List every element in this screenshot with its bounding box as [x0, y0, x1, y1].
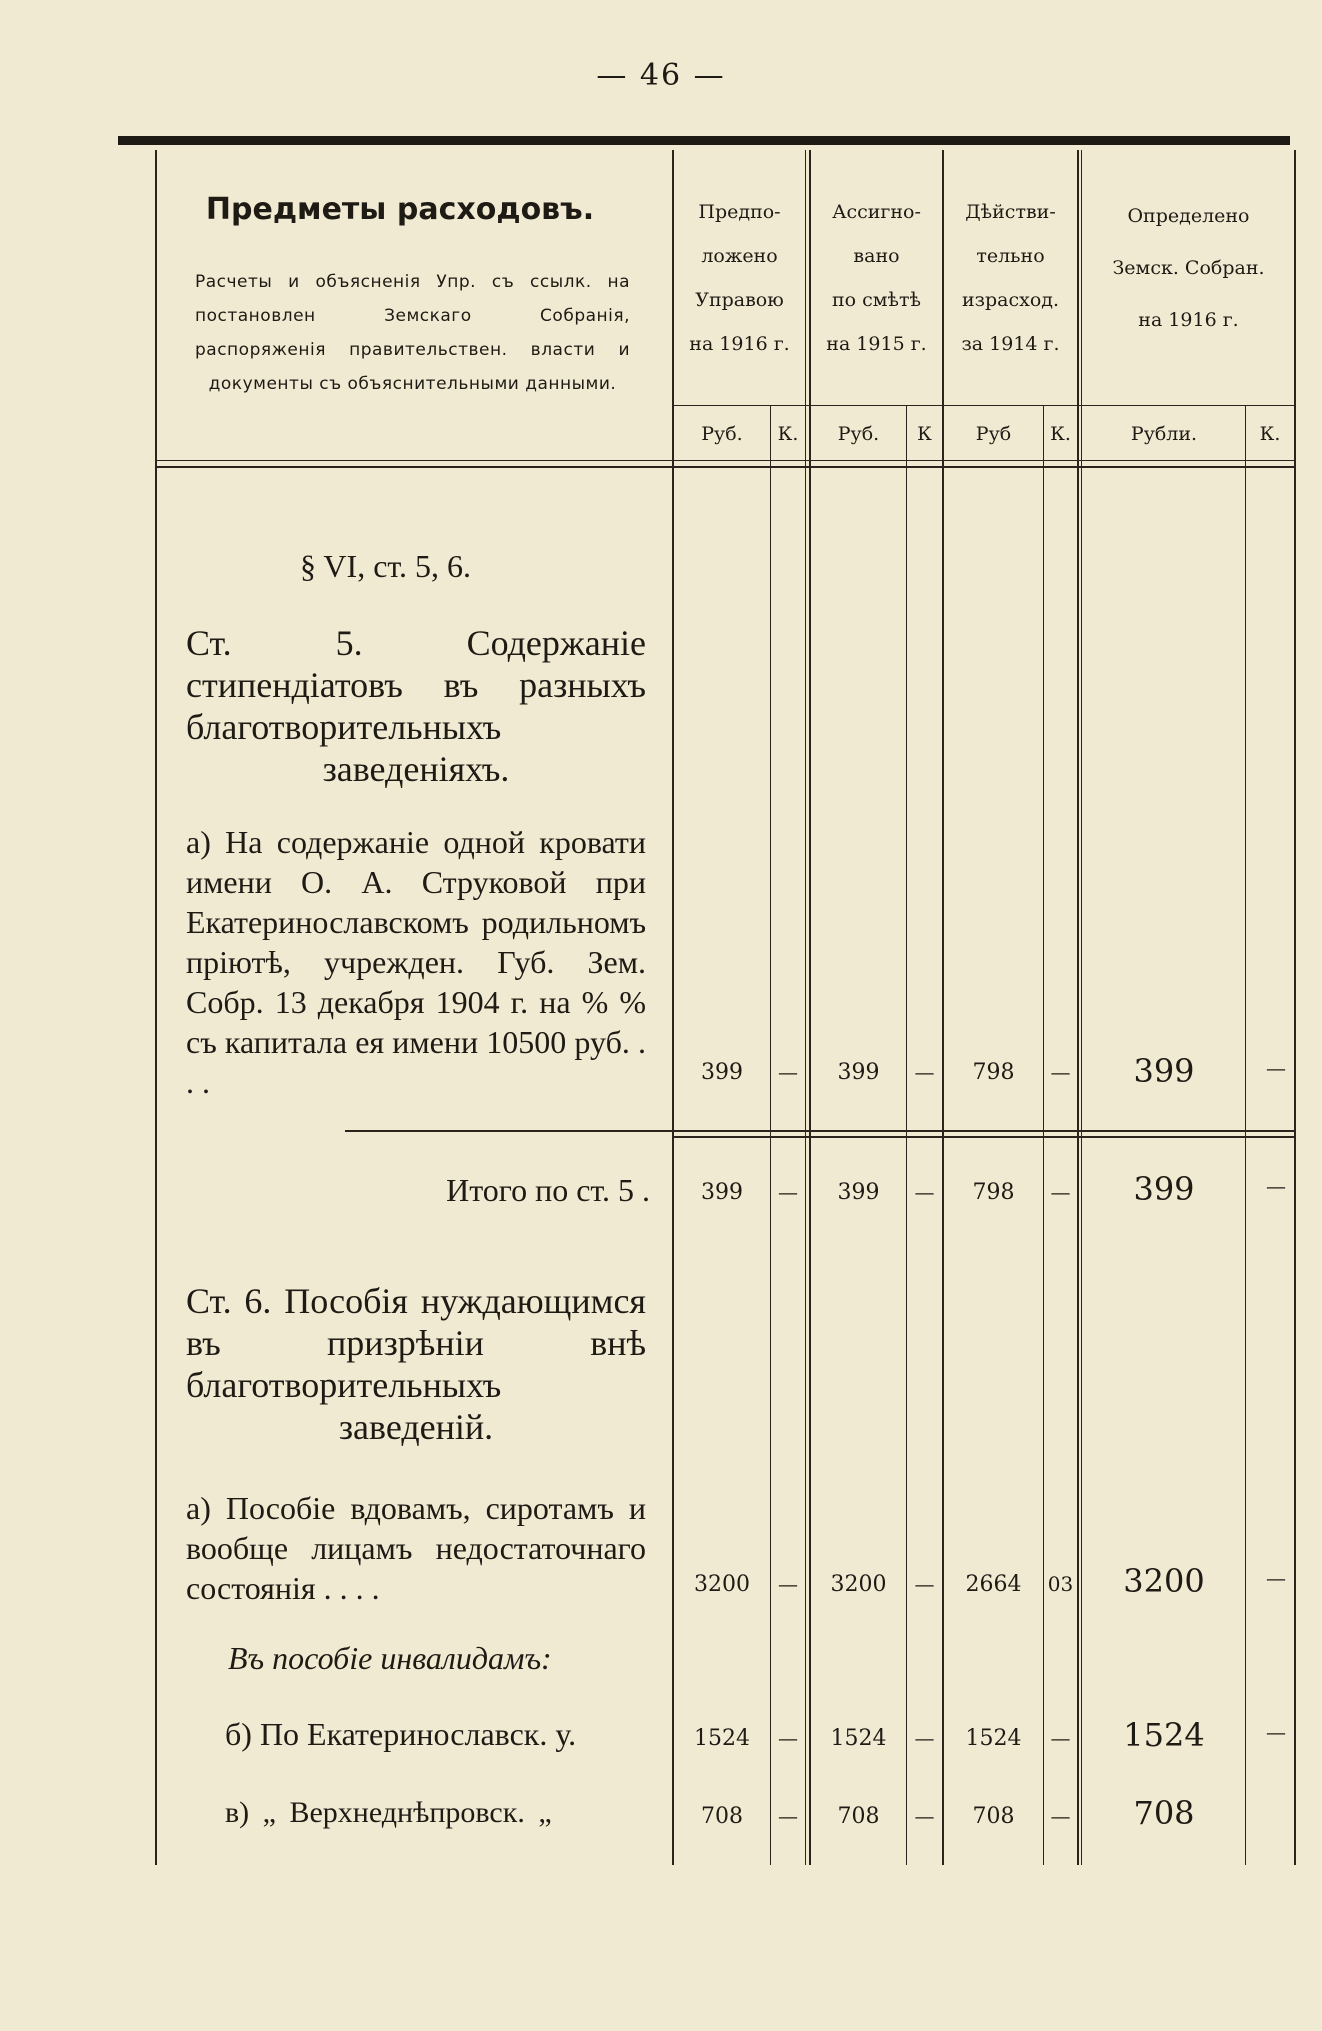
- total-assigned-kop: —: [914, 1180, 935, 1204]
- value-proposed-kop: —: [778, 1726, 798, 1750]
- unit-rubli-4: Рубли.: [1130, 423, 1198, 445]
- value-assigned: 1524: [830, 1726, 887, 1751]
- value-assigned-kop: —: [914, 1572, 935, 1596]
- value-assigned: 3200: [830, 1572, 887, 1597]
- invalids-heading: Въ пособіе инвалидамъ:: [228, 1640, 552, 1676]
- section-heading: § VI, ст. 5, 6.: [300, 548, 471, 584]
- total-proposed-kop: —: [778, 1180, 798, 1204]
- total-spent-kop: —: [1050, 1180, 1071, 1204]
- value-spent: 798: [972, 1060, 1015, 1085]
- total-spent: 798: [972, 1180, 1015, 1205]
- value-spent-kop: —: [1050, 1804, 1071, 1828]
- value-determined: 3200: [1123, 1562, 1205, 1600]
- total-assigned: 399: [837, 1180, 880, 1205]
- total-proposed: 399: [701, 1180, 743, 1205]
- unit-kop-1: К.: [777, 423, 799, 445]
- value-determined: 399: [1133, 1052, 1195, 1090]
- article-5-item-a: а) На содержаніе одной кровати имени О. А. Струковой при Екатеринославскомъ родильномъ пріютѣ, учрежден. Губ. Зем. Собр. 13 декабря 1904 г. на % % съ капитала ея имени 10500 руб. . . .: [186, 824, 646, 1100]
- article-6-item-b: б) По Екатеринославск. у.: [225, 1716, 577, 1752]
- article-6-item-v: в) „ Верхнеднѣпровск. „: [225, 1796, 552, 1829]
- value-proposed: 399: [701, 1060, 743, 1085]
- value-assigned: 708: [837, 1804, 880, 1829]
- unit-kop-2: К: [917, 423, 932, 445]
- column-header-spent: Дѣйстви- тельно израсход. за 1914 г.: [961, 201, 1060, 355]
- value-proposed: 1524: [694, 1726, 750, 1751]
- value-proposed: 708: [701, 1804, 743, 1829]
- column-header-determined: Определено Земск. Собран. на 1916 г.: [1112, 205, 1265, 331]
- value-determined: 1524: [1123, 1716, 1205, 1754]
- value-proposed-kop: —: [778, 1572, 798, 1596]
- value-assigned-kop: —: [914, 1060, 935, 1084]
- unit-kop-4: К.: [1259, 423, 1281, 445]
- header-title: Предметы расходовъ.: [205, 192, 595, 227]
- unit-kop-3: К.: [1050, 423, 1071, 445]
- total-determined-kop: —: [1266, 1174, 1286, 1198]
- header-note: Расчеты и объясненія Упр. съ ссылк. на постановлен Земскаго Собранія, распоряженія правительствен. власти и документы съ объяснительными данными.: [195, 272, 630, 394]
- value-proposed-kop: —: [778, 1060, 798, 1084]
- value-assigned-kop: —: [914, 1726, 935, 1750]
- value-determined-kop: —: [1266, 1566, 1286, 1590]
- total-determined: 399: [1133, 1170, 1195, 1208]
- value-spent-kop: —: [1050, 1726, 1071, 1750]
- article-6-item-a: а) Пособіе вдовамъ, сиротамъ и вообще лицамъ недостаточнаго состоянія . . . .: [186, 1490, 646, 1606]
- value-assigned: 399: [837, 1060, 880, 1085]
- article-5-title: Ст. 5. Содержаніе стипендіатовъ въ разныхъ благотворительныхъ заведеніяхъ.: [186, 623, 646, 789]
- value-determined: 708: [1133, 1794, 1195, 1832]
- column-header-assigned: Ассигно- вано по смѣтѣ на 1915 г.: [826, 201, 927, 355]
- value-determined-kop: —: [1266, 1720, 1286, 1744]
- value-spent-kop: —: [1050, 1060, 1071, 1084]
- value-spent-kop: 03: [1047, 1572, 1074, 1596]
- article-5-total-label: Итого по ст. 5 .: [446, 1172, 650, 1208]
- value-determined-kop: —: [1266, 1056, 1286, 1080]
- column-header-proposed: Предпо- ложено Управою на 1916 г.: [689, 201, 790, 355]
- value-assigned-kop: —: [914, 1804, 935, 1828]
- unit-rub-3: Руб: [975, 423, 1012, 445]
- unit-rub-2: Руб.: [837, 423, 880, 445]
- article-6-title: Ст. 6. Пособія нуждающимся въ призрѣніи внѣ благотворительныхъ заведеній.: [186, 1281, 646, 1447]
- value-proposed: 3200: [694, 1572, 750, 1597]
- value-spent: 2664: [965, 1572, 1022, 1597]
- value-proposed-kop: —: [778, 1804, 798, 1828]
- top-rule: [118, 136, 1290, 145]
- unit-rub-1: Руб.: [701, 423, 743, 445]
- value-spent: 1524: [965, 1726, 1022, 1751]
- page-number: — 46 —: [596, 58, 726, 93]
- value-spent: 708: [972, 1804, 1015, 1829]
